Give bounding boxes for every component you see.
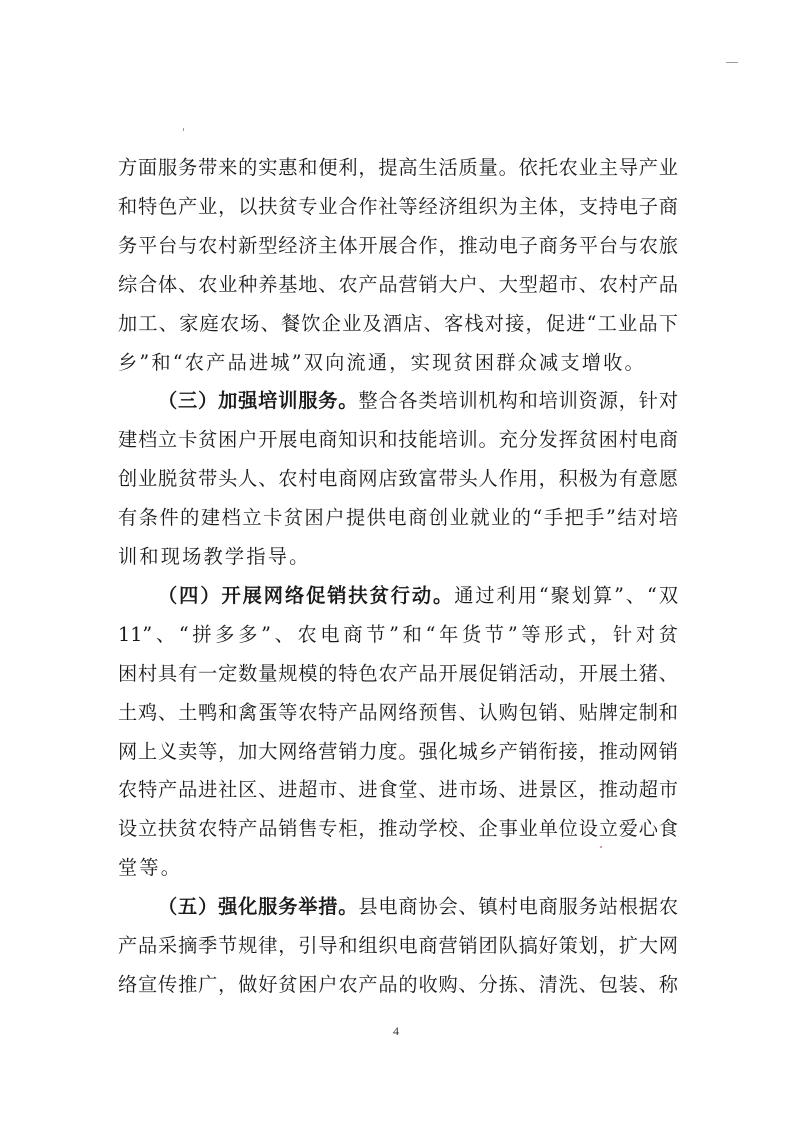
text-line: 创业脱贫带头人、农村电商网店致富带头人作用，积极为有意愿 (118, 467, 678, 491)
text-line: 和特色产业，以扶贫专业合作社等经济组织为主体，支持电子商 (118, 194, 678, 218)
page-number: 4 (393, 1024, 399, 1038)
text-line (118, 926, 678, 966)
text-line: 困村具有一定数量规模的特色农产品开展促销活动，开展土猪、 (118, 661, 678, 685)
text-line: 乡”和“农产品进城”双向流通，实现贫困群众减支增收。 (118, 350, 646, 374)
text-line: 训和现场教学指导。 (118, 545, 311, 568)
text-line: 加工、家庭农场、餐饮企业及酒店、客栈对接，促进“工业品下 (118, 311, 678, 335)
text-line: 务平台与农村新型经济主体开展合作，推动电子商务平台与农旅 (118, 233, 678, 257)
text-line (118, 848, 678, 888)
text-line: 土鸡、土鸭和禽蛋等农特产品网络预售、认购包销、贴牌定制和 (118, 700, 678, 724)
text-line: 有条件的建档立卡贫困户提供电商创业就业的“手把手”结对培 (118, 506, 678, 530)
section-heading: （三）加强培训服务。 (158, 389, 359, 413)
scan-speck (726, 62, 738, 63)
section-heading: （五）强化服务举措。 (158, 895, 359, 919)
text-span: 堂等。 (118, 856, 183, 880)
section-heading-line (158, 887, 678, 927)
section-heading-line: （三）加强培训服务。整合各类培训机构和培训资源，针对 (158, 389, 679, 413)
text-span: 产品采摘季节规律，引导和组织电商营销团队搞好策划，扩大网 (118, 934, 678, 957)
text-span: 县电商协会、镇村电商服务站根据农 (358, 895, 679, 919)
text-span: 络宣传推广，做好贫困户农产品的收购、分拣、清洗、包装、称 (118, 972, 678, 996)
text-line: 综合体、农业种养基地、农产品营销大户、大型超市、农村产品 (118, 272, 678, 296)
section-heading: （四）开展网络促销扶贫行动。 (158, 583, 455, 607)
text-line (118, 965, 678, 1005)
section-heading-line: （四）开展网络促销扶贫行动。通过利用“聚划算”、“双 (158, 583, 679, 607)
text-line: 建档立卡贫困户开展电商知识和技能培训。充分发挥贫困村电商 (118, 428, 678, 452)
text-line: 设立扶贫农特产品销售专柜，推动学校、企事业单位设立爱心食 (118, 817, 678, 841)
text-line: 农特产品进社区、进超市、进食堂、进市场、进景区，推动超市 (118, 778, 678, 802)
text-line: 网上义卖等，加大网络营销力度。强化城乡产销衔接，推动网销 (118, 739, 678, 763)
scan-speck (183, 128, 184, 131)
text-line: 方面服务带来的实惠和便利，提高生活质量。依托农业主导产业 (118, 156, 678, 179)
text-line: 11”、“拼多多”、农电商节”和“年货节”等形式，针对贫 (118, 622, 678, 646)
